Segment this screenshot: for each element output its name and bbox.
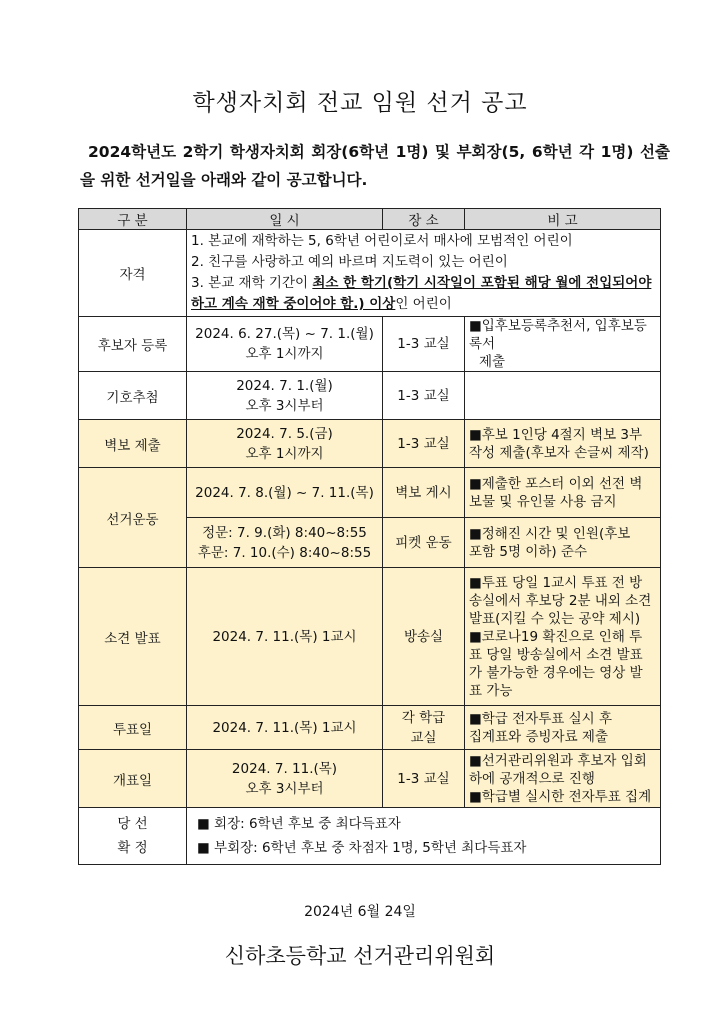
count-row: [79, 750, 661, 808]
election-schedule-table: [78, 208, 661, 865]
row-note: [465, 420, 661, 468]
campaign-poster-place: 벽보 게시: [383, 468, 465, 518]
qualification-item-3-pre: 3. 본교 재학 기간이: [191, 275, 313, 291]
row-note-line: ■투표 당일 1교시 투표 전 방: [469, 574, 643, 591]
speech-label: 소견 발표: [79, 568, 187, 706]
notice-title: 학생자치회 전교 임원 선거 공고: [192, 90, 528, 116]
count-date: [187, 750, 383, 808]
row-note-line: 작성 제출(후보자 손글씨 제작): [469, 444, 649, 461]
row-note-line: ■제출한 포스터 이외 선전 벽: [469, 475, 643, 492]
campaign-picket-note: [465, 518, 661, 568]
row-note-line: ■학급 전자투표 실시 후: [469, 710, 612, 727]
table-header-row: [79, 209, 661, 230]
notice-date: 2024년 6월 24일: [304, 904, 416, 920]
row-note-line: ■선거관리위원과 후보자 입회: [469, 752, 647, 769]
row-label: 기호추첨: [79, 372, 187, 420]
campaign-picket-date: [187, 518, 383, 568]
final-line-president: ■ 회장: 6학년 후보 중 최다득표자: [197, 816, 401, 832]
row-date-line: 2024. 6. 27.(목) ~ 7. 1.(월): [195, 326, 374, 342]
row-note-line: 보물 및 유인물 사용 금지: [469, 493, 617, 510]
table-row: [79, 372, 661, 420]
row-note-line: 발표(지킬 수 있는 공약 제시): [469, 610, 641, 627]
row-note-line: 집계표와 증빙자료 제출: [469, 728, 608, 745]
row-date: [187, 317, 383, 372]
speech-place: 방송실: [383, 568, 465, 706]
final-line-vice-president: ■ 부회장: 6학년 후보 중 차점자 1명, 5학년 최다득표자: [197, 840, 527, 856]
row-date-line: 2024. 7. 1.(월): [236, 377, 333, 394]
vote-date: 2024. 7. 11.(목) 1교시: [187, 706, 383, 750]
row-date-line: 2024. 7. 5.(금): [236, 425, 333, 442]
row-note: [465, 317, 661, 372]
speech-note: [465, 568, 661, 706]
row-label: 벽보 제출: [79, 420, 187, 468]
vote-label: 투표일: [79, 706, 187, 750]
vote-note: [465, 706, 661, 750]
row-date-line: 오후 1시까지: [245, 445, 324, 462]
row-place: 1-3 교실: [383, 420, 465, 468]
campaign-label: 선거운동: [79, 468, 187, 568]
campaign-poster-note: [465, 468, 661, 518]
row-note-line: 포함 5명 이하) 준수: [469, 543, 588, 560]
final-label-line: 확 정: [117, 840, 148, 856]
vote-row: [79, 706, 661, 750]
speech-row: [79, 568, 661, 706]
header-datetime: 일 시: [187, 209, 383, 230]
table-row: [79, 317, 661, 372]
row-note-line: ■정해진 시간 및 인원(후보: [469, 525, 631, 542]
row-note-line: 제출: [479, 354, 506, 370]
header-note: 비 고: [465, 209, 661, 230]
intro-paragraph: 2024학년도 2학기 학생자치회 회장(6학년 1명) 및 부회장(5, 6학년 각 1명) 선출을 위한 선거일을 아래와 같이 공고합니다.: [80, 143, 670, 189]
qualification-content: [187, 230, 661, 317]
row-date-line: 정문: 7. 9.(화) 8:40~8:55: [202, 524, 367, 541]
qualification-item-2: 2. 친구를 사랑하고 예의 바르며 지도력이 있는 어린이: [191, 254, 508, 270]
row-note-line: 하에 공개적으로 진행: [469, 770, 595, 787]
qualification-row: [79, 230, 661, 317]
row-note-line: 송실에서 후보당 2분 내외 소견: [469, 592, 652, 609]
qualification-item-3-post: 인 어린이: [395, 296, 452, 312]
row-date-line: 후문: 7. 10.(수) 8:40~8:55: [197, 544, 372, 561]
row-note-line: ■후보 1인당 4절지 벽보 3부: [469, 426, 643, 443]
count-label: 개표일: [79, 750, 187, 808]
count-note: [465, 750, 661, 808]
final-label-line: 당 선: [117, 816, 148, 832]
vote-place: [383, 706, 465, 750]
row-note-line: ■입후보등록추천서, 입후보등록서: [469, 318, 647, 352]
row-date-line: 2024. 7. 11.(목): [231, 760, 338, 777]
row-note-line: 가 불가능한 경우에는 영상 발: [469, 664, 643, 681]
row-place: 1-3 교실: [383, 317, 465, 372]
qualification-item-3: [191, 273, 656, 315]
final-row: [79, 808, 661, 865]
final-label: [79, 808, 187, 865]
row-place-line: 교실: [410, 729, 437, 746]
campaign-row-poster: [79, 468, 661, 518]
row-note-line: 표 당일 방송실에서 소견 발표: [469, 646, 643, 663]
campaign-picket-place: 피켓 운동: [383, 518, 465, 568]
issuing-organization: 신하초등학교 선거관리위원회: [224, 944, 496, 968]
row-note-line: ■학급별 실시한 전자투표 집계: [469, 788, 652, 805]
qualification-item-1: 1. 본교에 재학하는 5, 6학년 어린이로서 매사에 모범적인 어린이: [191, 233, 573, 249]
row-date: [187, 420, 383, 468]
header-category: 구 분: [79, 209, 187, 230]
header-place: 장 소: [383, 209, 465, 230]
row-date-line: 오후 3시부터: [245, 780, 324, 797]
table-row: [79, 420, 661, 468]
campaign-poster-date: 2024. 7. 8.(월) ~ 7. 11.(목): [187, 468, 383, 518]
row-place: 1-3 교실: [383, 372, 465, 420]
row-note-line: ■코로나19 확진으로 인해 투: [469, 628, 643, 645]
row-date-line: 오후 1시까지: [245, 346, 324, 362]
row-label: 후보자 등록: [79, 317, 187, 372]
qualification-label: 자격: [79, 230, 187, 317]
speech-date: 2024. 7. 11.(목) 1교시: [187, 568, 383, 706]
qualification-item-3-underlined: 최소 한 학기(학기 시작일이 포함된 해당 월에 전입되어야 하고 계속 재학 중이어야 함.) 이상: [191, 275, 652, 312]
row-date: [187, 372, 383, 420]
row-date-line: 오후 3시부터: [245, 397, 324, 414]
count-place: 1-3 교실: [383, 750, 465, 808]
final-content: [187, 808, 661, 865]
row-note: [465, 372, 661, 420]
row-place-line: 각 학급: [401, 709, 446, 726]
row-note-line: 표 가능: [469, 682, 513, 699]
